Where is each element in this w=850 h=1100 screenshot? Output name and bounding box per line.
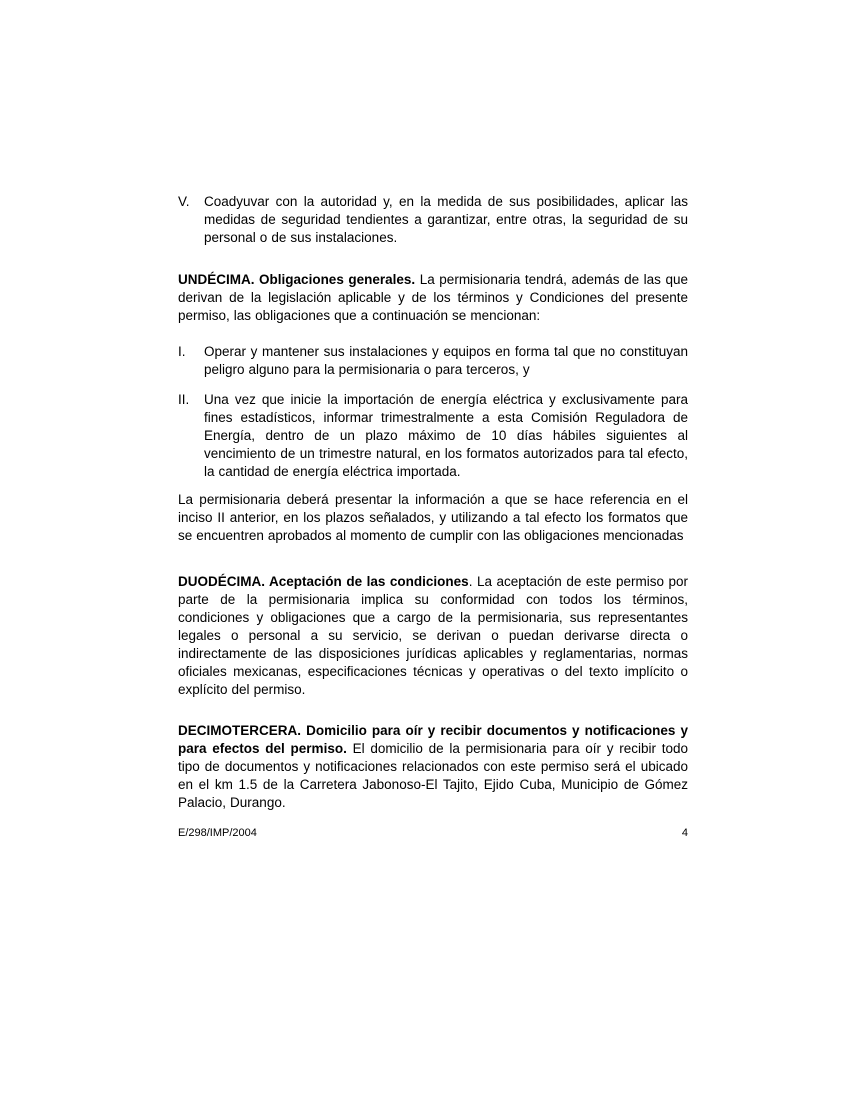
obligation-i [178, 343, 688, 379]
clause-duodecima-body: . La aceptación de este permiso por parte de la permisionaria implica su conformidad con todos los términos, condiciones y obligaciones que a cargo de la permisionaria, sus representantes legales o personal a su servicio, se derivan o puedan derivarse directa o indirectamente de las disposiciones jurídicas aplicables y reglamentarias, normas oficiales mexicanas, especificaciones técnicas y operativas o del texto implícito o explícito del permiso. [178, 574, 689, 697]
clause-decimotercera-text [178, 722, 688, 812]
obligation-ii [178, 391, 688, 481]
clause-undecima-lead: UNDÉCIMA. Obligaciones generales. [178, 272, 416, 287]
clause-undecima-text [178, 271, 688, 325]
clause-v-marker: V. [178, 194, 190, 209]
clause-duodecima-lead: DUODÉCIMA. Aceptación de las condiciones [178, 574, 469, 589]
obligation-i-text: Operar y mantener sus instalaciones y equipos en forma tal que no constituyan peligro alguno para la permisionaria o para terceros, y [204, 344, 688, 377]
clause-decimotercera-lead: DECIMOTERCERA. Domicilio para oír y recibir documentos y notificaciones y para efectos del permiso. [178, 723, 688, 756]
page-footer [178, 826, 688, 840]
clause-duodecima-text [178, 573, 688, 699]
document-body [178, 193, 688, 812]
obligation-ii-text: Una vez que inicie la importación de energía eléctrica y exclusivamente para fines estadísticos, informar trimestralmente a esta Comisión Reguladora de Energía, dentro de un plazo máximo de 10 días hábiles siguientes al vencimiento de un trimestre natural, en los formatos autorizados para tal efecto, la cantidad de energía eléctrica importada. [204, 392, 688, 479]
clause-undecima-body: La permisionaria tendrá, además de las que derivan de la legislación aplicable y de los términos y Condiciones del presente permiso, las obligaciones que a continuación se mencionan: [178, 272, 688, 323]
clause-undecima [178, 271, 688, 325]
footer-page-number: 4 [681, 827, 688, 839]
paragraph-formatos [178, 491, 688, 545]
obligation-ii-marker: II. [178, 392, 190, 407]
paragraph-formatos-text: La permisionaria deberá presentar la información a que se hace referencia en el inciso II anterior, en los plazos señalados, y utilizando a tal efecto los formatos que se encuentren aprobados al momento de cumplir con las obligaciones mencionadas [178, 492, 688, 543]
obligation-i-marker: I. [178, 344, 186, 359]
footer-reference: E/298/IMP/2004 [178, 827, 257, 839]
clause-v [178, 193, 688, 247]
clause-decimotercera-body: El domicilio de la permisionaria para oír y recibir todo tipo de documentos y notificaciones relacionados con este permiso será el ubicado en el km 1.5 de la Carretera Jabonoso-El Tajito, Ejido Cuba, Municipio de Gómez Palacio, Durango. [178, 741, 688, 810]
clause-v-text: Coadyuvar con la autoridad y, en la medida de sus posibilidades, aplicar las medidas de seguridad tendientes a garantizar, entre otras, la seguridad de su personal o de sus instalaciones. [204, 194, 688, 245]
clause-decimotercera [178, 722, 688, 812]
clause-duodecima [178, 573, 688, 699]
